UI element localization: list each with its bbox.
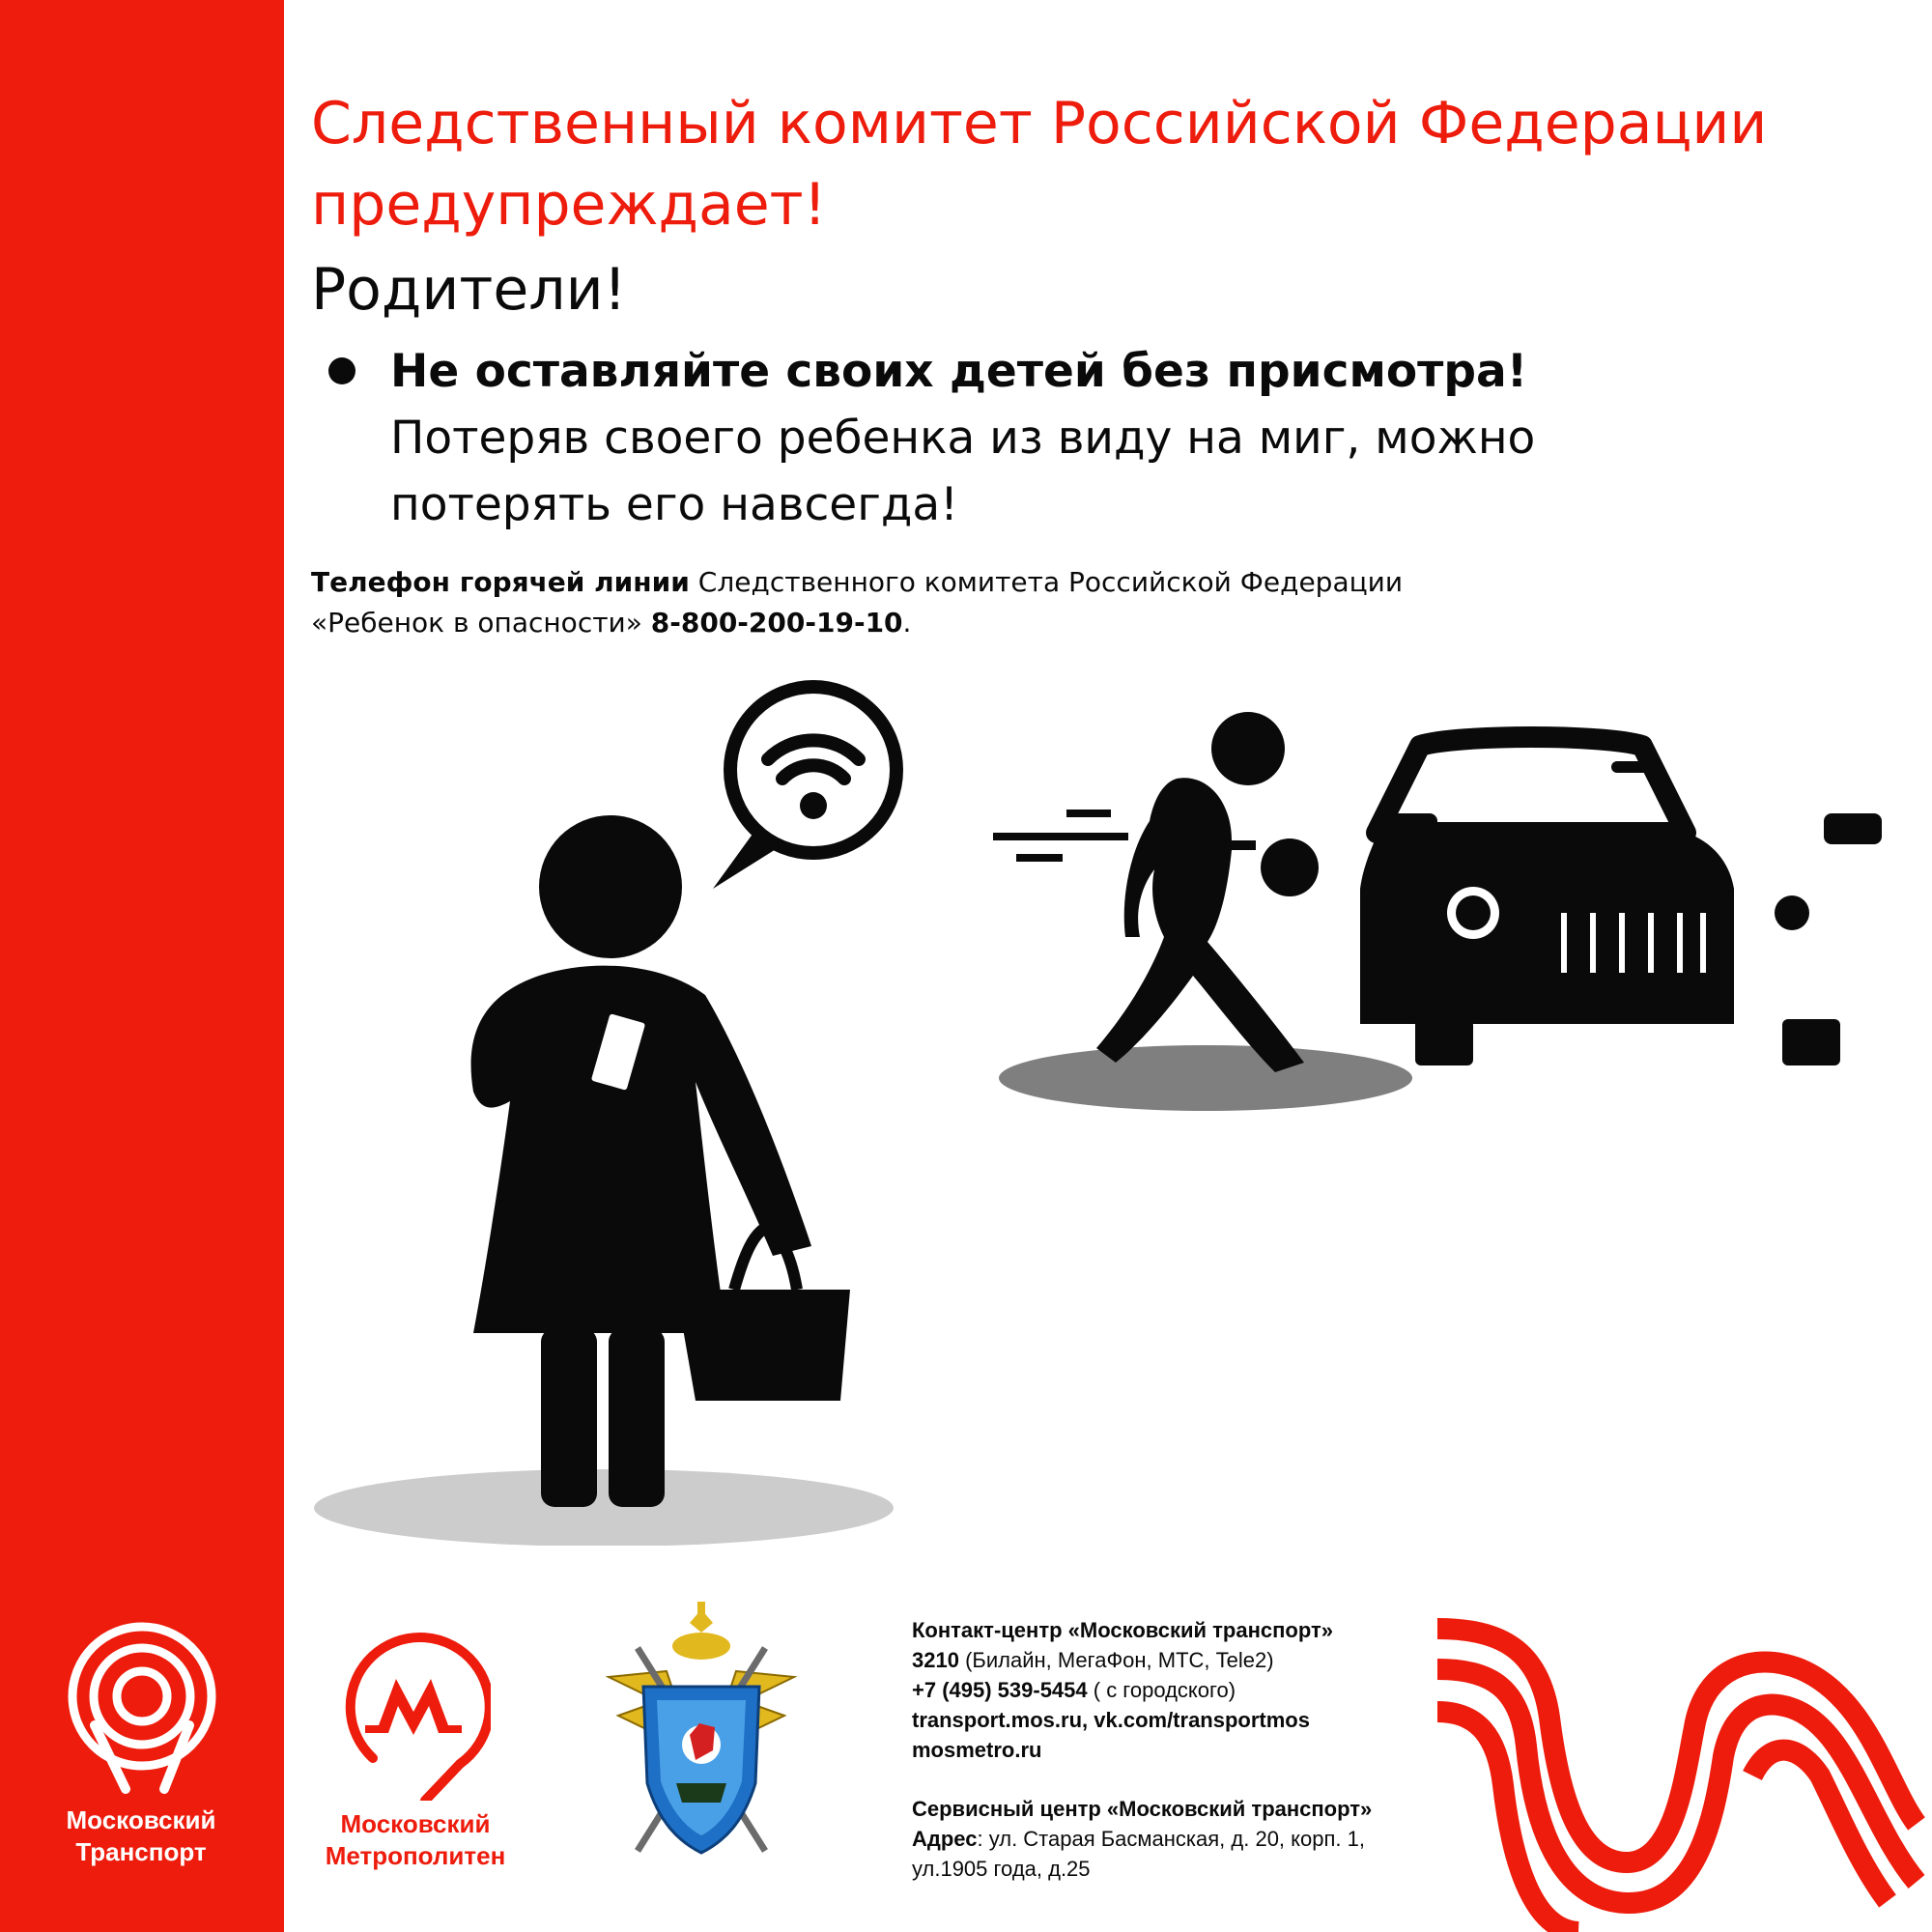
mother-with-phone-icon [471, 815, 850, 1507]
man-carrying-child-icon [993, 712, 1319, 1072]
wifi-speech-bubble-icon [713, 687, 896, 889]
hotline-text1: Следственного комитета Российской Федерации [689, 566, 1404, 598]
address-text: : ул. Старая Басманская, д. 20, корп. 1, [977, 1827, 1365, 1851]
moscow-transport-logo-icon [58, 1619, 226, 1797]
hotline-label: Телефон горячей линии [311, 566, 690, 598]
city-number-note: ( с городского) [1087, 1678, 1236, 1702]
city-number: +7 (495) 539-5454 [912, 1678, 1088, 1702]
investigative-committee-emblem-icon [599, 1600, 804, 1866]
car-front-icon [1360, 737, 1882, 1065]
moscow-metro-caption: Московский Метрополитен [325, 1809, 506, 1870]
headline: Следственный комитет Российской Федерации предупреждает! [311, 90, 1768, 239]
moscow-transport-caption: Московский Транспорт [66, 1805, 216, 1866]
mother-shadow [314, 1469, 894, 1546]
short-number-note: (Билайн, МегаФон, МТС, Tele2) [958, 1648, 1274, 1672]
hotline-tail: . [902, 607, 912, 639]
moscow-metro-logo-icon [336, 1619, 491, 1801]
bullet-dot [328, 357, 355, 384]
short-number: 3210 [912, 1648, 959, 1672]
websites-line-2: mosmetro.ru [912, 1738, 1042, 1762]
bullet-rest: Потеряв своего ребенка из виду на миг, можно потерять его навсегда! [390, 412, 1536, 531]
hotline-number: 8-800-200-19-10 [650, 607, 903, 639]
address-line-2: ул.1905 года, д.25 [912, 1857, 1091, 1881]
address-label: Адрес [912, 1827, 978, 1851]
wave-ribbon-decoration-icon [1434, 1611, 1932, 1932]
illustration [309, 676, 1913, 1546]
service-center-title: Сервисный центр «Московский транспорт» [912, 1797, 1373, 1821]
contacts-block [912, 1615, 1453, 1884]
subhead: Родители! [311, 256, 627, 324]
bullet-strong: Не оставляйте своих детей без присмотра! [390, 345, 1528, 398]
walker-shadow [999, 1045, 1412, 1111]
bullet-text [390, 338, 1694, 538]
contact-center-title: Контакт-центр «Московский транспорт» [912, 1618, 1333, 1642]
hotline-text2: «Ребенок в опасности» [311, 607, 651, 639]
websites-line-1: transport.mos.ru, vk.com/transportmos [912, 1708, 1310, 1732]
hotline-text [311, 562, 1567, 643]
